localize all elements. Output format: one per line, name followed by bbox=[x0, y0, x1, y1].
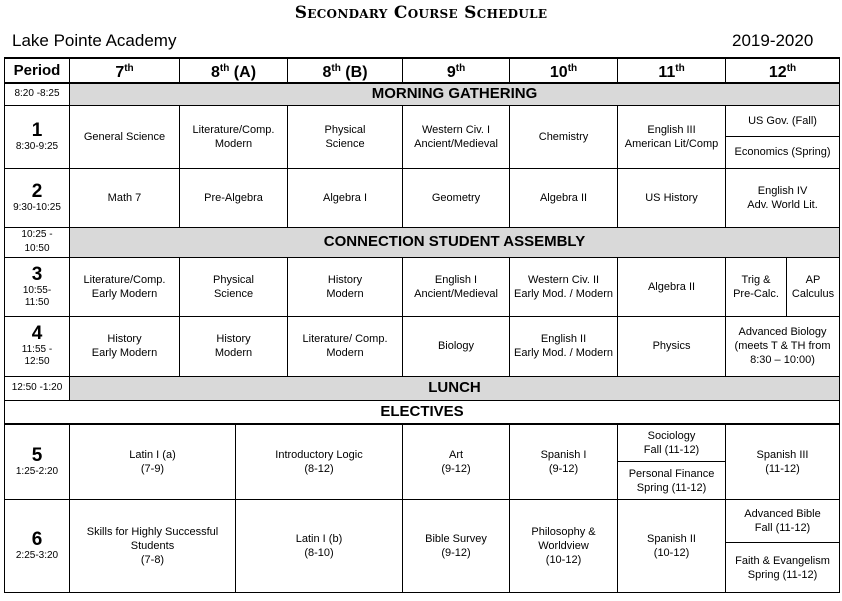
text-line: Fall (11-12) bbox=[754, 522, 811, 535]
course-cell bbox=[288, 316, 403, 376]
text-line: Western Civ. I bbox=[421, 123, 491, 136]
morning-gathering-row bbox=[5, 83, 840, 105]
course-cell bbox=[180, 316, 288, 376]
course-cell bbox=[510, 168, 618, 227]
course-cell bbox=[403, 500, 510, 593]
course-cell bbox=[70, 316, 180, 376]
text-line: (9-12) bbox=[441, 547, 471, 559]
text-line: Literature/ Comp. bbox=[302, 333, 388, 345]
text-line: Latin I (b) bbox=[295, 533, 343, 545]
course-cell bbox=[288, 168, 403, 227]
text-line: Art bbox=[448, 449, 464, 461]
text-line: Modern bbox=[326, 347, 364, 359]
course-cell bbox=[726, 424, 840, 500]
text-line: Fall (11-12) bbox=[643, 444, 700, 456]
text-line: US Gov. (Fall) bbox=[748, 114, 817, 127]
period-cell: 6 2:25-3:20 bbox=[5, 500, 70, 593]
text-line: 11:50 bbox=[24, 296, 50, 308]
text-line: Algebra II bbox=[539, 191, 588, 204]
text-line: Personal Finance bbox=[628, 467, 715, 480]
course-cell bbox=[403, 257, 510, 316]
text-line: Chemistry bbox=[538, 130, 589, 143]
period-row-6 bbox=[5, 500, 840, 543]
text-line: Spring (11-12) bbox=[636, 481, 707, 494]
text-line: History bbox=[216, 333, 251, 345]
text-line: 10:50 bbox=[24, 243, 50, 254]
course-cell bbox=[618, 462, 726, 500]
period-cell: 5 1:25-2:20 bbox=[5, 424, 70, 500]
period-row-3 bbox=[5, 257, 840, 316]
text-line: (7-8) bbox=[140, 554, 165, 566]
text-line: Sociology bbox=[647, 430, 696, 442]
col-grade-10: 10th bbox=[510, 58, 618, 83]
period-row-2 bbox=[5, 168, 840, 227]
text-line: Students bbox=[130, 540, 175, 552]
period-cell: 1 8:30-9:25 bbox=[5, 105, 70, 168]
school-year: 2019-2020 bbox=[732, 31, 814, 50]
course-cell bbox=[618, 168, 726, 227]
course-cell bbox=[236, 424, 403, 500]
page-title: Secondary Course Schedule bbox=[294, 3, 548, 23]
text-line: Faith & Evangelism bbox=[735, 554, 830, 567]
electives-band: ELECTIVES bbox=[5, 400, 840, 424]
text-line: Physics bbox=[652, 340, 691, 352]
text-line: Science bbox=[325, 137, 365, 150]
period-row-5 bbox=[5, 424, 840, 462]
text-line: Literature/Comp. bbox=[192, 123, 275, 136]
course-cell bbox=[726, 316, 840, 376]
period-cell: 3 10:55- 11:50 bbox=[5, 257, 70, 316]
text-line: Geometry bbox=[431, 191, 481, 204]
text-line: Algebra II bbox=[647, 280, 696, 293]
text-line: 8:30 – 10:00) bbox=[750, 354, 815, 366]
course-cell bbox=[70, 168, 180, 227]
school-name: Lake Pointe Academy bbox=[12, 31, 177, 50]
text-line: Spanish I bbox=[540, 449, 587, 461]
period-row-1 bbox=[5, 105, 840, 136]
text-line: Modern bbox=[214, 137, 253, 150]
col-grade-7: 7th bbox=[70, 58, 180, 83]
text-line: Economics (Spring) bbox=[734, 146, 831, 158]
text-line: English IV bbox=[757, 184, 808, 197]
course-cell bbox=[70, 105, 180, 168]
text-line: US History bbox=[645, 191, 698, 204]
text-line: Skills for Highly Successful bbox=[86, 526, 219, 538]
text-line: Math 7 bbox=[107, 191, 142, 204]
course-cell bbox=[618, 257, 726, 316]
text-line: Modern bbox=[326, 287, 364, 300]
time-slot bbox=[5, 227, 70, 257]
text-line: Latin I (a) bbox=[129, 449, 176, 461]
text-line: 10:25 - bbox=[21, 229, 53, 240]
course-cell bbox=[726, 168, 840, 227]
text-line: Spring (11-12) bbox=[747, 568, 818, 581]
text-line: (11-12) bbox=[765, 463, 800, 475]
course-cell bbox=[787, 257, 840, 316]
text-line: Early Modern bbox=[91, 287, 158, 300]
time-slot: 12:50 -1:20 bbox=[5, 376, 70, 400]
course-cell bbox=[618, 500, 726, 593]
col-grade-11: 11th bbox=[618, 58, 726, 83]
text-line: (7-9) bbox=[140, 463, 165, 475]
course-cell bbox=[510, 424, 618, 500]
time-slot: 8:20 -8:25 bbox=[5, 83, 70, 105]
text-line: Biology bbox=[437, 340, 475, 352]
text-line: AP bbox=[805, 273, 821, 286]
text-line: Philosophy & bbox=[531, 526, 596, 538]
text-line: (9-12) bbox=[441, 463, 471, 475]
text-line: Spanish II bbox=[647, 533, 696, 545]
text-line: 10:55- bbox=[22, 284, 52, 296]
text-line: Science bbox=[213, 287, 254, 300]
text-line: Ancient/Medieval bbox=[414, 287, 498, 300]
text-line: Modern bbox=[214, 347, 253, 359]
text-line: (9-12) bbox=[548, 463, 579, 475]
course-cell bbox=[180, 105, 288, 168]
course-cell bbox=[510, 257, 618, 316]
text-line: Worldview bbox=[538, 540, 589, 552]
course-cell bbox=[236, 500, 403, 593]
text-line: (8-10) bbox=[304, 547, 334, 559]
course-cell bbox=[70, 257, 180, 316]
text-line: (8-12) bbox=[304, 463, 334, 475]
lunch-band: LUNCH bbox=[70, 376, 840, 400]
text-line: Early Mod. / Modern bbox=[513, 287, 614, 300]
text-line: Western Civ. II bbox=[527, 273, 600, 286]
period-row-4 bbox=[5, 316, 840, 376]
course-cell bbox=[726, 543, 840, 593]
assembly-band: CONNECTION STUDENT ASSEMBLY bbox=[70, 227, 840, 257]
course-cell bbox=[618, 424, 726, 462]
text-line: Literature/Comp. bbox=[83, 273, 166, 286]
text-line: English III bbox=[647, 123, 696, 136]
course-cell bbox=[288, 257, 403, 316]
col-period: Period bbox=[5, 58, 70, 83]
electives-row bbox=[5, 400, 840, 424]
col-grade-9: 9th bbox=[403, 58, 510, 83]
course-cell bbox=[70, 424, 236, 500]
course-cell bbox=[510, 500, 618, 593]
text-line: Ancient/Medieval bbox=[414, 137, 498, 150]
course-cell bbox=[70, 500, 236, 593]
text-line: Physical bbox=[324, 123, 366, 136]
course-cell bbox=[403, 316, 510, 376]
text-line: Early Mod. / Modern bbox=[513, 347, 614, 359]
course-cell bbox=[403, 424, 510, 500]
course-cell bbox=[618, 105, 726, 168]
text-line: English II bbox=[540, 333, 587, 345]
period-cell: 4 11:55 - 12:50 bbox=[5, 316, 70, 376]
course-cell bbox=[726, 257, 787, 316]
period-cell: 2 9:30-10:25 bbox=[5, 168, 70, 227]
course-cell bbox=[510, 105, 618, 168]
course-cell bbox=[288, 105, 403, 168]
morning-gathering-band: MORNING GATHERING bbox=[70, 83, 840, 105]
text-line: Advanced Biology bbox=[738, 326, 827, 338]
text-line: History bbox=[327, 273, 363, 286]
text-line: Spanish III bbox=[756, 449, 809, 461]
text-line: General Science bbox=[83, 130, 166, 143]
text-line: English I bbox=[434, 273, 478, 286]
assembly-row bbox=[5, 227, 840, 257]
text-line: Trig & bbox=[741, 273, 771, 286]
text-line: Algebra I bbox=[323, 191, 368, 204]
col-grade-8b: 8th (B) bbox=[288, 58, 403, 83]
course-cell bbox=[403, 105, 510, 168]
text-line: Early Modern bbox=[91, 347, 158, 359]
lunch-row bbox=[5, 376, 840, 400]
course-cell bbox=[180, 257, 288, 316]
text-line: (10-12) bbox=[653, 547, 690, 559]
text-line: Introductory Logic bbox=[275, 449, 363, 461]
course-cell bbox=[618, 316, 726, 376]
text-line: 11:55 - bbox=[21, 344, 53, 355]
text-line: Adv. World Lit. bbox=[747, 198, 818, 211]
col-grade-8a: 8th (A) bbox=[180, 58, 288, 83]
text-line: Pre-Calc. bbox=[733, 287, 779, 300]
text-line: Advanced Bible bbox=[744, 508, 821, 521]
course-cell bbox=[726, 500, 840, 543]
course-cell bbox=[510, 316, 618, 376]
schedule-table bbox=[4, 57, 840, 593]
text-line: Bible Survey bbox=[425, 533, 487, 545]
text-line: Physical bbox=[213, 273, 254, 286]
course-cell bbox=[726, 136, 840, 168]
text-line: 12:50 bbox=[24, 356, 50, 367]
course-cell bbox=[403, 168, 510, 227]
text-line: Calculus bbox=[791, 287, 835, 300]
course-cell bbox=[726, 105, 840, 136]
col-grade-12: 12th bbox=[726, 58, 840, 83]
header-row bbox=[5, 58, 840, 83]
text-line: (meets T & TH from bbox=[734, 340, 831, 352]
text-line: American Lit/Comp bbox=[624, 137, 719, 150]
text-line: Pre-Algebra bbox=[204, 191, 263, 204]
text-line: (10-12) bbox=[545, 554, 582, 566]
course-cell bbox=[180, 168, 288, 227]
text-line: History bbox=[107, 333, 142, 345]
